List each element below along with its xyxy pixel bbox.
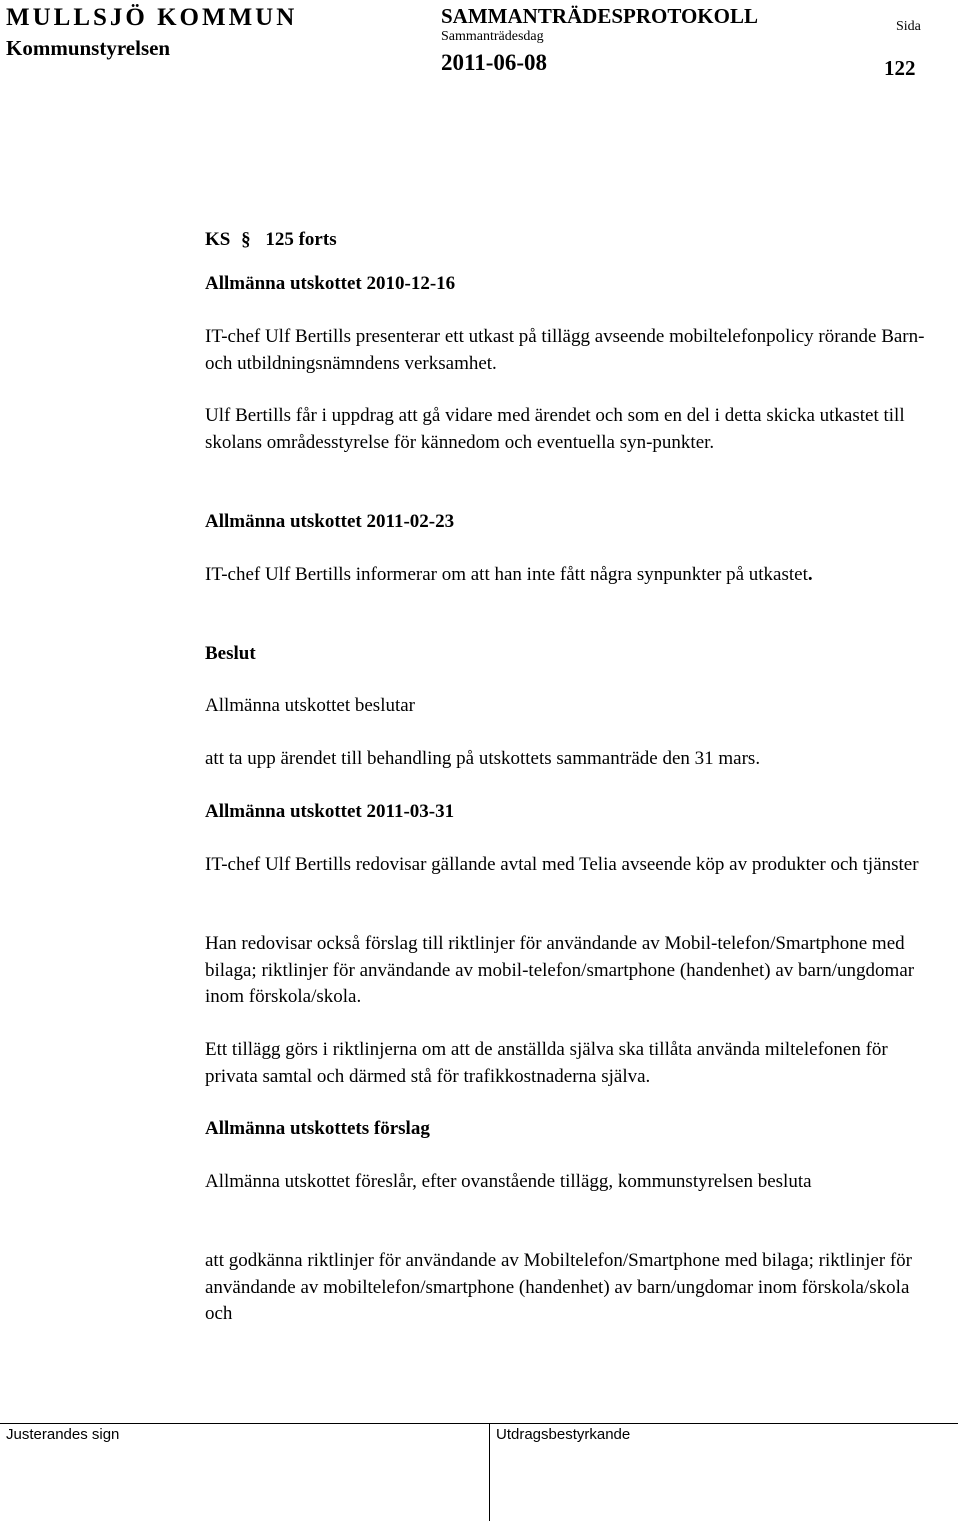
paragraph-telia-agreement: IT-chef Ulf Bertills redovisar gällande avtal med Telia avseende köp av produkter och tjänster: [205, 854, 919, 875]
paragraph-att-godkanna: att godkänna riktlinjer för användande av Mobiltelefon/Smartphone med bilaga; riktlinjer för användande av mobiltelefon/smartphone (handenhet) av barn/ungdomar inom förskola/skola och: [205, 1250, 913, 1324]
paragraph-information: [205, 562, 935, 589]
meeting-date: 2011-06-08: [441, 50, 548, 75]
paragraph-addition: Ett tillägg görs i riktlinjerna om att de anställda själva ska tillåta använda miltelefonen för privata samtal och därmed stå för trafikkostnaderna själva.: [205, 1039, 888, 1087]
paragraph-proposal: Allmänna utskottet föreslår, efter ovanstående tillägg, kommunstyrelsen besluta: [205, 1171, 812, 1192]
paragraph-symbol: §: [241, 229, 251, 250]
paragraph-presentation: IT-chef Ulf Bertills presenterar ett utkast på tillägg avseende mobiltelefonpolicy rörande Barn- och utbildningsnämndens verksamhet.: [205, 326, 925, 374]
paragraph-guidelines: Han redovisar också förslag till riktlinjer för användande av Mobil-telefon/Smartphone med bilaga; riktlinjer för användande av mobil-telefon/smartphone (handenhet) av barn/ungdomar inom förskola/skola.: [205, 933, 915, 1007]
municipality-name: MULLSJÖ KOMMUN: [6, 4, 298, 31]
heading-au-2010-12-16: Allmänna utskottet 2010-12-16: [205, 273, 456, 294]
heading-au-2011-02-23: Allmänna utskottet 2011-02-23: [205, 511, 455, 532]
paragraph-decides: Allmänna utskottet beslutar: [205, 695, 416, 716]
heading-au-2011-03-31: Allmänna utskottet 2011-03-31: [205, 801, 455, 822]
board-name: Kommunstyrelsen: [6, 36, 171, 60]
meeting-date-label: Sammanträdesdag: [441, 29, 544, 44]
footer-column-divider: [489, 1423, 490, 1521]
footer-divider: [0, 1423, 958, 1424]
page-number: 122: [884, 56, 916, 80]
section-title: 125 forts: [265, 229, 337, 250]
page-label: Sida: [896, 19, 921, 34]
paragraph-att-ta-upp: att ta upp ärendet till behandling på utskottets sammanträde den 31 mars.: [205, 748, 761, 769]
heading-beslut: Beslut: [205, 643, 256, 664]
document-type: SAMMANTRÄDESPROTOKOLL: [441, 4, 758, 28]
heading-proposal: Allmänna utskottets förslag: [205, 1118, 430, 1139]
paragraph-information-period: .: [807, 564, 813, 585]
signature-label: Justerandes sign: [6, 1426, 120, 1443]
paragraph-assignment: Ulf Bertills får i uppdrag att gå vidare med ärendet och som en del i detta skicka utkastet till skolans områdesstyrelse för kännedom och eventuella syn-punkter.: [205, 405, 905, 453]
certification-label: Utdragsbestyrkande: [496, 1426, 631, 1443]
section-prefix: KS: [205, 229, 231, 250]
paragraph-information-text: IT-chef Ulf Bertills informerar om att han inte fått några synpunkter på utkastet: [205, 564, 808, 585]
section-heading: [205, 227, 935, 254]
